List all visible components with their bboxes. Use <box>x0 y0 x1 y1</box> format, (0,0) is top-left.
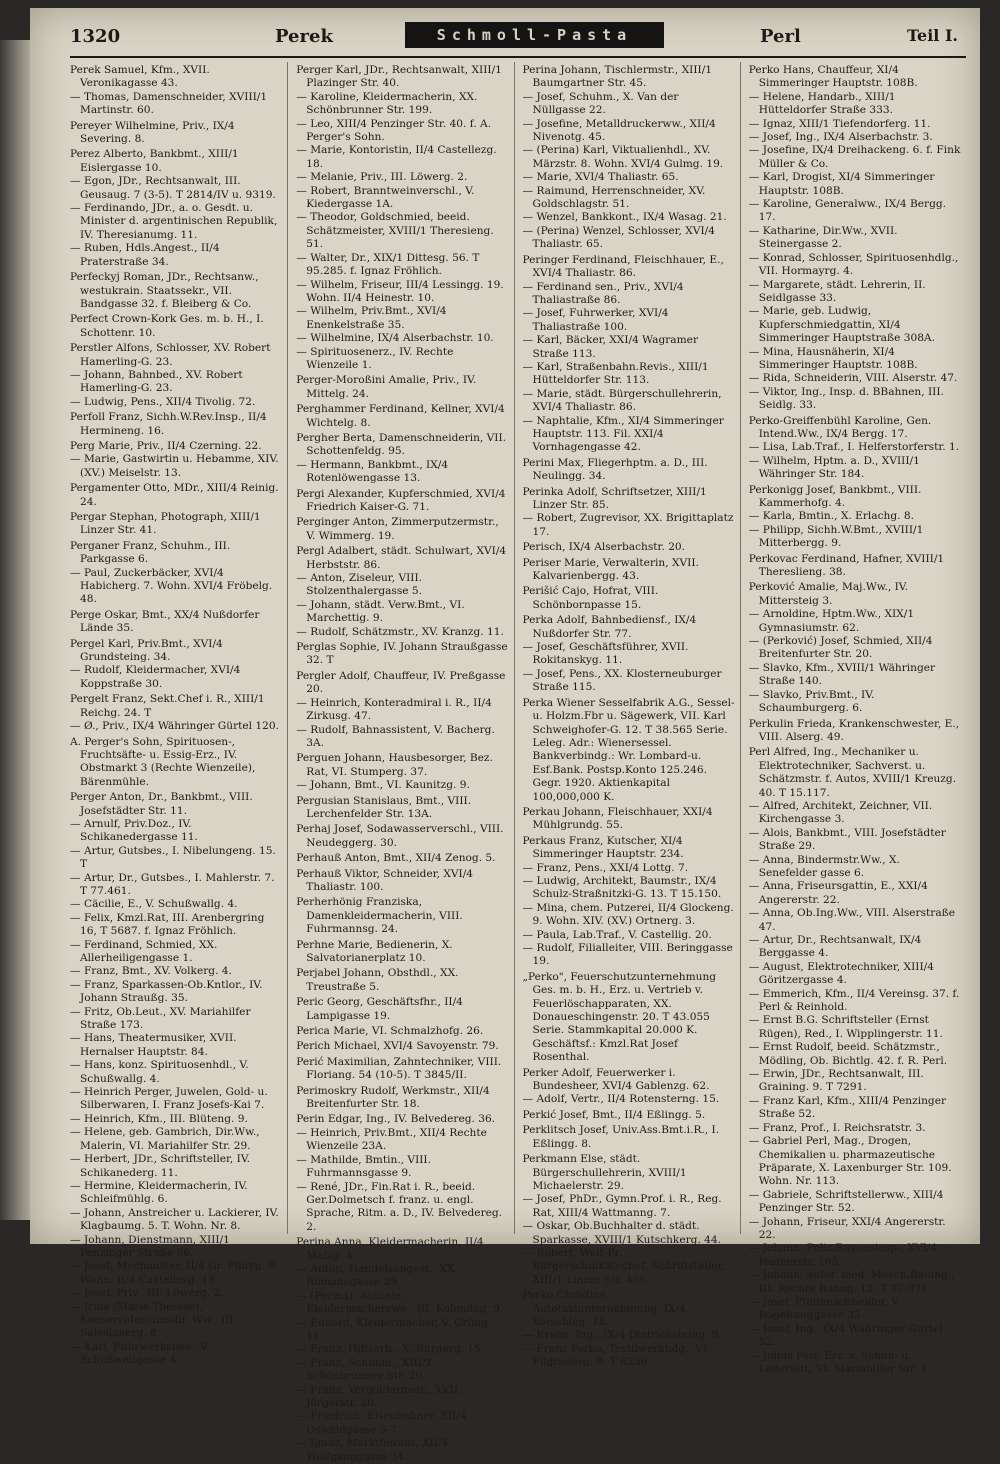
directory-entry: — Robert, Branntweinverschl., V. Kiedergasse 1A. <box>296 184 475 211</box>
directory-entry: — Arnoldine, Hptm.Ww., XIX/1 Gymnasiumstr. 62. <box>748 608 915 634</box>
directory-entry: — Heinrich, Konteradmiral i. R., II/4 Zirkusg. 47. <box>296 696 492 723</box>
directory-entry: — Rudolf, Bahnassistent, V. Bacherg. 3A. <box>296 723 495 749</box>
directory-entry: Perkau Johann, Fleischhauer, XXI/4 Mühlgrundg. 55. <box>522 805 713 832</box>
directory-entry: — Marie, Gastwirtin u. Hebamme, XIV. (XV.) Meiselstr. 13. <box>70 453 279 479</box>
directory-entry: — Spirituosenerz., IV. Rechte Wienzeile 1. <box>296 345 454 371</box>
directory-entry: Peric Georg, Geschäftsfhr., II/4 Lampigasse 19. <box>296 996 463 1022</box>
directory-entry: — Josef, PhDr., Gymn.Prof. i. R., Reg. Rat, XIII/4 Wattmanng. 7. <box>522 1193 722 1219</box>
directory-entry: Perge Oskar, Bmt., XX/4 Nußdorfer Lände 35. <box>70 608 260 635</box>
directory-entry: Perimoskry Rudolf, Werkmstr., XII/4 Breitenfurter Str. 18. <box>296 1084 490 1111</box>
directory-entry: — (Perina), Antonie, Kleidermacherswe., III. Kolonitzg. 9. <box>296 1289 504 1316</box>
directory-entry: — Anton, Ziseleur, VIII. Stolzenthalergasse 5. <box>296 572 423 598</box>
directory-entry: — Lisa, Lab.Traf., I. Helferstorferstr. 1. <box>748 441 960 454</box>
directory-entry: — Melanie, Priv., III. Löwerg. 2. <box>296 171 468 184</box>
directory-entry: — Walter, Dr., XIX/1 Dittesg. 56. T 95.285. f. Ignaz Fröhlich. <box>296 251 480 278</box>
column-3 <box>522 62 741 1369</box>
directory-entry: — Artur, Gutsbes., I. Nibelungeng. 15. T <box>70 844 276 871</box>
directory-entry: Perglas Sophie, IV. Johann Straußgasse 32. T <box>296 641 508 667</box>
directory-entry: — Irma (Marie Therese), Konservatoriumsdir. Ww., III. Salesianerg. 8. <box>70 1300 237 1340</box>
right-headword: Perl <box>760 26 801 47</box>
directory-entry: — Marie, XVI/4 Thaliastr. 65. <box>522 171 679 184</box>
directory-entry: — Karoline, Generalww., IX/4 Bergg. 17. <box>748 198 947 224</box>
directory-entry: — (Perković) Josef, Schmied, XII/4 Breitenfurter Str. 20. <box>748 635 933 661</box>
directory-entry: — Johann, Poliz.Rayonsinsp., XVI/4 Hasnerstr. 105. <box>748 1242 938 1268</box>
directory-entry: Perherhönig Franziska, Damenkleidermacherin, VIII. Fuhrmannsg. 24. <box>296 896 463 936</box>
directory-entry: — Ferdinand sen., Priv., XVI/4 Thaliastraße 86. <box>522 280 684 306</box>
directory-entry: — Leo, XIII/4 Penzinger Str. 40. f. A. Perger's Sohn. <box>296 117 492 144</box>
directory-entry: — Mina, Hausnäherin, XI/4 Simmeringer Hauptstr. 108B. <box>748 345 918 371</box>
directory-entry: — Marie, städt. Bürgerschullehrerin, XVI/4 Thaliastr. 86. <box>522 387 722 414</box>
directory-entry: Perka Wiener Sesselfabrik A.G., Sessel-u. Holzm.Fbr u. Sägewerk, VII. Karl Schweighofer-G. 12. T 38.565 Serie. Leleg. Adr.: Wienersessel. Bankverbindg.: Wr. Lombard-u. Esf.Bank. Postsp.Konto 125.246. Gegr. 1920. Aktienkapital 100,000,000 K. <box>522 696 735 803</box>
directory-entry: Perfoll Franz, Sichh.W.Rev.Insp., II/4 Hermineng. 16. <box>70 411 267 437</box>
part-label: Teil I. <box>906 26 958 45</box>
directory-entry: — Katharine, Dir.Ww., XVII. Steinergasse 2. <box>748 224 898 251</box>
directory-entry: Perganer Franz, Schuhm., III. Parkgasse 6. <box>70 539 231 566</box>
directory-entry: Perghammer Ferdinand, Kellner, XVI/4 Wichtelg. 8. <box>296 403 505 429</box>
directory-entry: Perković Amalie, Maj.Ww., IV. Mittersteig 3. <box>748 581 908 607</box>
directory-entry: Pergar Stephan, Photograph, XIII/1 Linzer Str. 41. <box>70 511 261 537</box>
directory-entry: Perkaus Franz, Kutscher, XI/4 Simmeringer Hauptstr. 234. <box>522 834 684 861</box>
directory-entry: — Hermann, Bankbmt., IX/4 Rotenlöwengasse 13. <box>296 458 449 485</box>
directory-entry: Perguen Johann, Hausbesorger, Bez. Rat, VI. Stumperg. 37. <box>296 752 493 778</box>
directory-entry: — Fritz, Ob.Leut., XV. Mariahilfer Straße 173. <box>70 1005 251 1032</box>
directory-entry: — Viktor, Ing., Insp. d. BBahnen, III. Seidlg. 33. <box>748 385 944 412</box>
directory-entry: Perek Samuel, Kfm., XVII. Veronikagasse 43. <box>70 64 210 90</box>
directory-entry: Perginger Anton, Zimmerputzermstr., V. Wimmerg. 19. <box>296 516 499 542</box>
directory-entry: — Gabriel Perl, Mag., Drogen, Chemikalien u. pharmazeutische Präparate, X. Laxenburger Str. 109. Wohn. Nr. 113. <box>748 1135 952 1188</box>
directory-entry: — Robert, Welt-Pr. Bürgerschulkatechet, Schriftsteller, XIII/1 Linzer Str. 466. <box>522 1246 725 1286</box>
directory-entry: — Josefine, Metalldruckerww., XII/4 Nivenotg. 45. <box>522 117 716 144</box>
directory-entry: — Johann, städt. Verw.Bmt., VI. Marchettig. 9. <box>296 598 465 625</box>
directory-entry: — Ø., Priv., IX/4 Währinger Gürtel 120. <box>70 720 280 733</box>
directory-entry: — Julius Perl, Erz. v. Schuh- u. Lederfett, VI. Mariahilfer Str. 1. <box>748 1349 931 1375</box>
directory-entry: — Wilhelm, Priv.Bmt., XVI/4 Enenkelstraße 35. <box>296 305 447 331</box>
directory-entry: — Johann, autor. med. Mosch.Bauing., III. Rechte Bahng. 12. T 77.071. <box>748 1269 955 1295</box>
directory-entry: — Naphtalie, Kfm., XI/4 Simmeringer Hauptstr. 113. Fil. XXI/4 Vornhagengasse 42. <box>522 414 724 454</box>
directory-entry: — Emmerich, Kfm., II/4 Vereinsg. 37. f. Perl & Reinhold. <box>748 987 960 1014</box>
directory-entry: — (Perina) Wenzel, Schlosser, XVI/4 Thaliastr. 65. <box>522 224 715 251</box>
directory-entry: — Paula, Lab.Traf., V. Castellig. 20. <box>522 928 712 941</box>
directory-entry: — Erwin, JDr., Rechtsanwalt, III. Graining. 9. T 7291. <box>748 1068 924 1094</box>
directory-entry: Perka Adolf, Bahnbediensf., IX/4 Nußdorfer Str. 77. <box>522 614 697 640</box>
directory-entry: Perin Edgar, Ing., IV. Belvedereg. 36. <box>296 1113 496 1126</box>
directory-entry: — Marie, geb. Ludwig, Kupferschmiedgattin, XI/4 Simmeringer Hauptstraße 308A. <box>748 305 935 345</box>
directory-entry: — Ruben, Hdls.Angest., II/4 Praterstraße 34. <box>70 242 220 268</box>
directory-entry: — Josef, Priv., III. Löwerg. 2. <box>70 1287 224 1300</box>
directory-entry: — Alois, Bankbmt., VIII. Josefstädter Straße 29. <box>748 826 946 853</box>
directory-entry: Perhauß Anton, Bmt., XII/4 Zenog. 5. <box>296 852 496 865</box>
directory-entry: — Felix, Kmzl.Rat, III. Arenbergring 16, T 5687. f. Ignaz Fröhlich. <box>70 911 265 938</box>
directory-entry: — Hans, konz. Spirituosenhdl., V. Schußwallg. 4. <box>70 1059 249 1085</box>
directory-entry: Perisch, IX/4 Alserbachstr. 20. <box>522 541 686 554</box>
directory-entry: — Wenzel, Bankkont., IX/4 Wasag. 21. <box>522 211 727 224</box>
directory-entry: Pergelt Franz, Sekt.Chef i. R., XIII/1 Reichg. 24. T <box>70 693 265 719</box>
directory-entry: — Franz, Sparkassen-Ob.Kntlor., IV. Johann Straußg. 35. <box>70 978 263 1005</box>
directory-entry: — Cäcilie, E., V. Schußwallg. 4. <box>70 898 238 911</box>
directory-entry: — Heinrich Perger, Juwelen, Gold- u. Silberwaren, I. Franz Josefs-Kai 7. <box>70 1086 268 1112</box>
directory-entry: Perger-Moroßini Amalie, Priv., IV. Mittelg. 24. <box>296 374 477 400</box>
directory-entry: — Anna, Friseursgattin, E., XXI/4 Angererstr. 22. <box>748 880 928 906</box>
directory-entry: Perfect Crown-Kork Ges. m. b. H., I. Schottenr. 10. <box>70 313 264 339</box>
directory-entry: — Heinrich, Kfm., III. Blüteng. 9. <box>70 1112 248 1125</box>
directory-entry: Perkonigg Josef, Bankbmt., VIII. Kammerhofg. 4. <box>748 483 922 509</box>
directory-entry: — Mathilde, Bmtin., VIII. Fuhrmannsgasse 9. <box>296 1153 431 1180</box>
directory-entry: Pergamenter Otto, MDr., XIII/4 Reinig. 24. <box>70 482 279 508</box>
directory-entry: — Oskar, Ob.Buchhalter d. städt. Sparkasse, XVIII/1 Kutschkerg. 44. <box>522 1220 722 1246</box>
column-2 <box>296 62 514 1463</box>
directory-entry: — August, Elektrotechniker, XIII/4 Göritzergasse 4. <box>748 960 934 987</box>
directory-entry: Perker Adolf, Feuerwerker i. Bundesheer, XVI/4 Gablenzg. 62. <box>522 1066 710 1093</box>
directory-entry: Perg Marie, Priv., II/4 Czerning. 22. <box>70 439 262 452</box>
directory-entry: — Arnulf, Priv.Doz., IV. Schikanedergasse 11. <box>70 817 198 844</box>
directory-entry: — Franz Perko, Textilwerkhdg., VI. Filgraderg. 9. T 6236. <box>522 1342 711 1369</box>
directory-entry: Perich Michael, XVI/4 Savoyenstr. 79. <box>296 1040 499 1053</box>
directory-entry: — Anton, Handelsangest., XX. Romanogasse 29. <box>296 1262 458 1289</box>
directory-entry: — Margarete, städt. Lehrerin, II. Seidlgasse 33. <box>748 278 926 304</box>
page-header <box>70 20 966 58</box>
directory-entry: — Heinrich, Priv.Bmt., XII/4 Rechte Wienzeile 23A. <box>296 1126 487 1153</box>
directory-entry: Perić Maximilian, Zahntechniker, VIII. Floriang. 54 (10-5). T 3845/II. <box>296 1055 502 1082</box>
left-headword: Perek <box>275 26 333 47</box>
directory-entry: — Hermine, Kleidermacherin, IV. Schleifmühlg. 6. <box>70 1179 248 1206</box>
directory-entry: Pergel Karl, Priv.Bmt., XVI/4 Grundsteing. 34. <box>70 637 223 664</box>
directory-entry: — Johann, Dienstmann, XIII/1 Penzinger Straße 56. <box>70 1233 230 1259</box>
directory-entry: Perko-Greiffenbühl Karoline, Gen. Intend.Ww., IX/4 Bergg. 17. <box>748 414 932 440</box>
directory-entry: Perhne Marie, Bedienerin, X. Salvatorianerplatz 10. <box>296 938 453 964</box>
directory-entry: — Josef, Pfeifenschneider, V. Bogeltanggasse 35. <box>748 1295 901 1322</box>
directory-entry: — Josefine, IX/4 Dreihackeng. 6. f. Fink Müller & Co. <box>748 144 961 170</box>
directory-entry: — Josef, Ing., IX/4 Währinger Gürtel 52. <box>748 1322 943 1349</box>
directory-entry: — Artur, Dr., Gutsbes., I. Mahlerstr. 7. T 77.461. <box>70 871 275 897</box>
directory-entry: Perger Anton, Dr., Bankbmt., VIII. Josefstädter Str. 11. <box>70 791 253 817</box>
directory-entry: — Franz, Pens., XXI/4 Lottg. 7. <box>522 861 689 874</box>
directory-entry: Pergler Adolf, Chauffeur, IV. Preßgasse 20. <box>296 669 506 696</box>
directory-entry: Perklitsch Josef, Univ.Ass.Bmt.i.R., I. Eßlingg. 8. <box>522 1124 720 1150</box>
directory-entry: — Paul, Zuckerbäcker, XVI/4 Habicherg. 7. Wohn. XVI/4 Fröbelg. 48. <box>70 566 273 606</box>
directory-entry: — Mina, chem. Putzerei, II/4 Glockeng. 9. Wohn. XIV. (XV.) Ortnerg. 3. <box>522 901 734 928</box>
directory-entry: — Josef, Pens., XX. Klosterneuburger Straße 115. <box>522 667 722 694</box>
directory-entry: Pergher Berta, Damenschneiderin, VII. Schottenfeldg. 95. <box>296 431 507 458</box>
directory-entry: — Josef, Schuhm., X. Van der Nüllgasse 22. <box>522 90 679 117</box>
directory-entry: — Rida, Schneiderin, VIII. Alserstr. 47. <box>748 372 958 385</box>
directory-entry: — Franz, Prof., I. Reichsratstr. 3. <box>748 1121 926 1134</box>
directory-entry: — Josef, Geschäftsführer, XVII. Rokitanskyg. 11. <box>522 641 689 667</box>
directory-entry: — Ludwig, Architekt, Baumstr., IX/4 Schulz-Straßnitzki-G. 13. T 15.150. <box>522 874 722 901</box>
directory-entry: — Theodor, Goldschmied, beeid. Schätzmeister, XVIII/1 Theresieng. 51. <box>296 211 494 251</box>
directory-entry: Pergi Alexander, Kupferschmied, XVI/4 Friedrich Kaiser-G. 71. <box>296 487 506 513</box>
directory-entry: Perkmann Else, städt. Bürgerschullehrerin, XVIII/1 Michaelerstr. 29. <box>522 1153 687 1192</box>
directory-entry: — Slavko, Priv.Bmt., IV. Schaumburgerg. 6. <box>748 688 875 715</box>
directory-entry: — Karla, Bmtin., X. Erlachg. 8. <box>748 510 915 523</box>
directory-entry: — Ignaz, Marktfierant, XII/4 Wolfganggasse 34. <box>296 1437 449 1463</box>
directory-entry: — Johann, Bahnbed., XV. Robert Hamerling-G. 23. <box>70 368 243 395</box>
directory-entry: — Anna, Bindermstr.Ww., X. Senefelder gasse 6. <box>748 853 900 879</box>
directory-entry: — (Perina) Karl, Viktualienhdl., XV. Märzstr. 8. Wohn. XVI/4 Gulmg. 19. <box>522 144 724 170</box>
directory-entry: — Johann, Friseur, XXI/4 Angererstr. 22. <box>748 1215 946 1241</box>
advertisement-banner: Schmoll-Pasta <box>405 22 664 48</box>
directory-entry: — Herbert, JDr., Schriftsteller, IV. Schikanederg. 11. <box>70 1153 251 1179</box>
directory-entry: — Robert, Zugrevisor, XX. Brigittaplatz 17. <box>522 512 734 538</box>
directory-entry: — Franz, Hilfsarb., X. Bürgerg. 15. <box>296 1343 485 1356</box>
directory-entry: Perkulin Frieda, Krankenschwester, E., VIII. Alserg. 49. <box>748 717 960 743</box>
directory-entry: — Raimund, Herrenschneider, XV. Goldschlagstr. 51. <box>522 184 706 211</box>
directory-entry: — Wilhelmine, IX/4 Alserbachstr. 10. <box>296 332 494 345</box>
directory-entry: Perko Christine, Autotaxiunternehmung, IX/4 Vorschleg. 15. <box>522 1289 686 1328</box>
columns <box>70 62 966 1463</box>
directory-entry: Perez Alberto, Bankbmt., XIII/1 Eislergasse 10. <box>70 148 239 174</box>
directory-entry: — Josef, Ing., IX/4 Alserbachstr. 3. <box>748 131 933 144</box>
directory-entry: — Wilhelm, Hptm. a. D., XVIII/1 Währinger Str. 184. <box>748 454 920 481</box>
header-rule <box>70 56 966 58</box>
directory-entry: — Erwin, Ing., IX/4 Dietrichsteing. 9. <box>522 1329 722 1342</box>
directory-entry: „Perko", Feuerschutzunternehmung Ges. m. b. H., Erz. u. Vertrieb v. Feuerlöschapparaten, XX. Donaueschingenstr. 20. T 43.055 Serie. Stammkapital 20.000 K. Geschäftsf.: Kmzl.Rat Josef Rosenthal. <box>522 970 717 1064</box>
directory-entry: — Karl, Bäcker, XXI/4 Wagramer Straße 113. <box>522 334 699 360</box>
directory-entry: — Karoline, Kleidermacherin, XX. Schönbrunner Str. 199. <box>296 90 478 117</box>
directory-entry: — Thomas, Damenschneider, XVIII/1 Martinstr. 60. <box>70 90 268 117</box>
directory-entry: — Helene, Handarb., XIII/1 Hütteldorfer Straße 333. <box>748 90 896 117</box>
directory-entry: — Artur, Dr., Rechtsanwalt, IX/4 Berggasse 4. <box>748 934 922 960</box>
directory-entry: — Franz, Vergoldermstr., XVII. Jörgerstr. 20. <box>296 1383 462 1409</box>
directory-entry: — Helene, geb. Gambrich, Dir.Ww., Malerin, VI. Mariahilfer Str. 29. <box>70 1126 260 1152</box>
directory-entry: Pergl Adalbert, städt. Schulwart, XVI/4 Herbststr. 86. <box>296 545 507 571</box>
directory-entry: Perger Karl, JDr., Rechtsanwalt, XIII/1 Plazinger Str. 40. <box>296 64 502 90</box>
directory-entry: Perinka Adolf, Schriftsetzer, XIII/1 Linzer Str. 85. <box>522 485 707 511</box>
directory-entry: — Friedrich, Eisenbahner, XII/4 Oswaldgasse 5-7. <box>296 1410 467 1436</box>
directory-entry: — Ernst Rudolf, beeid. Schätzmstr., Mödling, Ob. Bichtlg. 42. f. R. Perl. <box>748 1041 948 1067</box>
directory-entry: Perhauß Viktor, Schneider, XVI/4 Thaliastr. 100. <box>296 867 474 893</box>
directory-entry: — Alfred, Architekt, Zeichner, VII. Kirchengasse 3. <box>748 799 933 826</box>
directory-entry: Perini Max, Fliegerhptm. a. D., III. Neulingg. 34. <box>522 456 708 483</box>
directory-entry: Peringer Ferdinand, Fleischhauer, E., XVI/4 Thaliastr. 86. <box>522 253 724 280</box>
directory-page <box>30 8 980 1463</box>
directory-entry: Perkić Josef, Bmt., II/4 Eßlingg. 5. <box>522 1108 706 1121</box>
directory-entry: — Eduard, Kleidermacher, V. Grüng. 11. <box>296 1316 492 1342</box>
directory-entry: — Franz, Schuhm., XIII/1 Schönbrunner Str. 20. <box>296 1356 433 1383</box>
directory-entry: — Ludwig, Pens., XII/4 Tivolig. 72. <box>70 395 256 408</box>
column-4 <box>748 62 966 1375</box>
directory-entry: — Ignaz, XIII/1 Tiefendorferg. 11. <box>748 117 931 130</box>
directory-entry: — Rudolf, Filialleiter, VIII. Beringgasse 19. <box>522 942 733 968</box>
directory-entry: Perko Hans, Chauffeur, XI/4 Simmeringer Hauptstr. 108B. <box>748 64 918 90</box>
directory-entry: — René, JDr., Fin.Rat i. R., beeid. Ger.Dolmetsch f. franz. u. engl. Sprache, Ritm. a. D., IV. Belvedereg. 2. <box>296 1180 503 1233</box>
directory-entry: Perjabel Johann, Obsthdl., XX. Treustraße 5. <box>296 967 459 993</box>
column-1 <box>70 62 288 1367</box>
directory-entry: Perstler Alfons, Schlosser, XV. Robert Hamerling-G. 23. <box>70 342 271 368</box>
directory-entry: — Philipp, Sichh.W.Bmt., XVIII/1 Mitterbergg. 9. <box>748 523 924 550</box>
directory-entry: — Egon, JDr., Rechtsanwalt, III. Geusaug. 7 (3-5). T 2814/IV u. 9319. <box>70 175 276 201</box>
book-spine <box>0 40 34 1220</box>
directory-entry: Perkovac Ferdinand, Hafner, XVIII/1 Thereslieng. 38. <box>748 552 945 579</box>
directory-entry: — Josef, Mechaniker, II/4 Gr. Pfarrg. 9. Wohn. II/4 Castellezg. 18. <box>70 1260 279 1286</box>
directory-entry: — Ferdinand, Schmied, XX. Allerheiligengasse 1. <box>70 938 218 964</box>
directory-entry: Pergusian Stanislaus, Bmt., VIII. Lerchenfelder Str. 13A. <box>296 794 472 820</box>
directory-entry: — Johann, Bmt., VI. Kaunitzg. 9. <box>296 779 470 792</box>
directory-entry: — Johann, Anstreicher u. Lackierer, IV. Klagbaumg. 5. T. Wohn. Nr. 8. <box>70 1206 279 1233</box>
directory-entry: — Marie, Kontoristin, II/4 Castellezg. 18. <box>296 144 497 170</box>
directory-entry: — Gabriele, Schriftstellerww., XIII/4 Penzinger Str. 52. <box>748 1188 944 1215</box>
directory-entry: Perina Anna, Kleidermacherin, II/4 Malzg. 4. <box>296 1236 484 1262</box>
directory-entry: — Franz Karl, Kfm., XIII/4 Penzinger Straße 52. <box>748 1094 947 1121</box>
directory-entry: Perhaj Josef, Sodawasserverschl., VIII. Neudeggerg. 30. <box>296 823 504 849</box>
directory-entry: Periser Marie, Verwalterin, XVII. Kalvarienbergg. 43. <box>522 556 699 583</box>
directory-entry: A. Perger's Sohn, Spirituosen-, Fruchtsäfte- u. Essig-Erz., IV. Obstmarkt 3 (Rechte Wienzeile), Bärenmühle. <box>70 735 256 788</box>
directory-entry: — Ferdinando, JDr., a. o. Gesdt. u. Minister d. argentinischen Republik, IV. Theresianumg. 11. <box>70 202 278 241</box>
directory-entry: — Adolf, Vertr., II/4 Rotensterng. 15. <box>522 1093 720 1106</box>
directory-entry: — Hans, Theatermusiker, XVII. Hernalser Hauptstr. 84. <box>70 1032 237 1058</box>
directory-entry: Perl Alfred, Ing., Mechaniker u. Elektrotechniker, Sachverst. u. Schätzmstr. f. Autos, XVIII/1 Kreuzg. 40. T 15.117. <box>748 746 957 799</box>
directory-entry: — Karl, Straßenbahn.Revis., XIII/1 Hütteldorfer Str. 113. <box>522 360 709 387</box>
directory-entry: — Franz, Bmt., XV. Volkerg. 4. <box>70 965 232 978</box>
directory-entry: Perica Marie, VI. Schmalzhofg. 26. <box>296 1025 484 1038</box>
directory-entry: — Slavko, Kfm., XVIII/1 Währinger Straße 140. <box>748 661 936 688</box>
directory-entry: — Josef, Fuhrwerker, XVI/4 Thaliastraße 100. <box>522 307 669 333</box>
directory-entry: — Karl, Drogist, XI/4 Simmeringer Hauptstr. 108B. <box>748 171 935 197</box>
directory-entry: — Rudolf, Schätzmstr., XV. Kranzg. 11. <box>296 625 504 638</box>
directory-entry: — Konrad, Schlosser, Spirituosenhdlg., VII. Hormayrg. 4. <box>748 251 959 278</box>
directory-entry: Pereyer Wilhelmine, Priv., IX/4 Severing. 8. <box>70 119 235 146</box>
directory-entry: — Wilhelm, Friseur, III/4 Lessingg. 19. Wohn. II/4 Heinestr. 10. <box>296 278 504 304</box>
directory-entry: — Ernst B.G. Schriftsteller (Ernst Rügen), Red., I. Wipplingerstr. 11. <box>748 1014 943 1040</box>
page-number: 1320 <box>70 26 121 47</box>
directory-entry: — Karl, Fuhrwerksbes., V. Schußwallgasse 4. <box>70 1340 210 1367</box>
directory-entry: Perišić Cajo, Hofrat, VIII. Schönbornpasse 15. <box>522 585 659 611</box>
directory-entry: — Rudolf, Kleidermacher, XVI/4 Koppstraße 30. <box>70 664 241 690</box>
directory-entry: — Anna, Ob.Ing.Ww., VIII. Alserstraße 47. <box>748 907 956 933</box>
directory-entry: Perfeckyj Roman, JDr., Rechtsanw., westukrain. Staatssekr., VII. Bandgasse 32. f. Bleiberg & Co. <box>70 271 259 310</box>
directory-entry: Perina Johann, Tischlermstr., XIII/1 Baumgartner Str. 45. <box>522 64 713 90</box>
